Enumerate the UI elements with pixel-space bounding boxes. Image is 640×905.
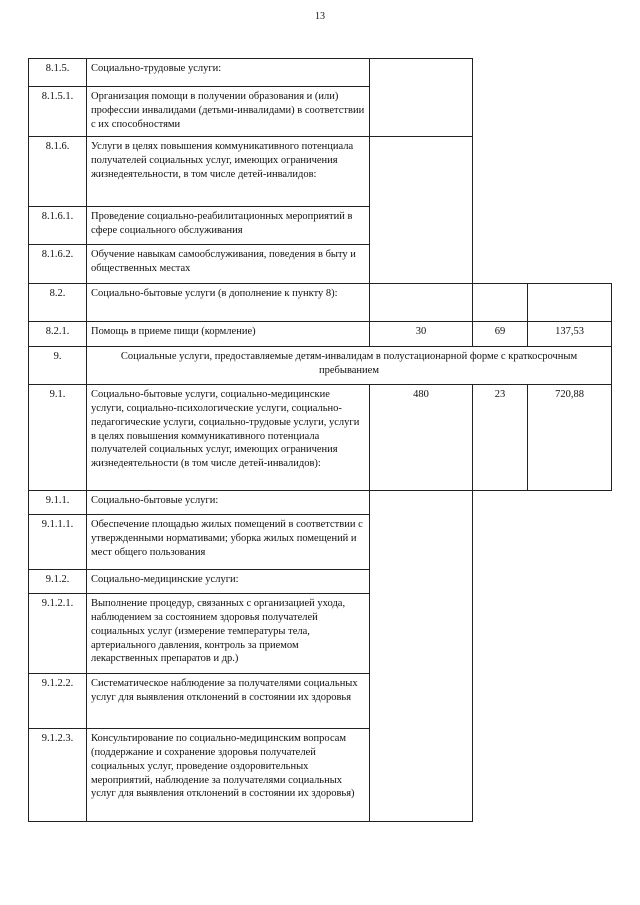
empty-cell — [370, 284, 473, 322]
row-number: 8.1.6.1. — [29, 207, 87, 245]
table-row — [29, 284, 612, 322]
empty-cell — [370, 59, 473, 137]
row-number: 8.2. — [29, 284, 87, 322]
row-description: Обеспечение площадью жилых помещений в соответствии с утвержденными нормативами; уборка жилых помещений и мест общего пользования — [87, 515, 370, 570]
empty-cell — [370, 491, 473, 822]
row-number: 9.1. — [29, 385, 87, 491]
row-number: 8.1.6.2. — [29, 245, 87, 284]
row-description: Обучение навыкам самообслуживания, поведения в быту и общественных местах — [87, 245, 370, 284]
table-row — [29, 385, 612, 491]
value-cell: 480 — [370, 385, 473, 491]
value-cell: 720,88 — [528, 385, 612, 491]
empty-cell — [473, 59, 612, 284]
table-row — [29, 322, 612, 347]
row-description: Социально-трудовые услуги: — [87, 59, 370, 87]
row-number: 8.1.5. — [29, 59, 87, 87]
row-description: Социально-бытовые услуги: — [87, 491, 370, 515]
row-number: 9.1.1. — [29, 491, 87, 515]
row-number: 8.2.1. — [29, 322, 87, 347]
row-description: Систематическое наблюдение за получателями социальных услуг для выявления отклонений в состоянии их здоровья — [87, 674, 370, 729]
row-description: Социально-медицинские услуги: — [87, 570, 370, 594]
value-cell: 23 — [473, 385, 528, 491]
row-number: 9.1.2. — [29, 570, 87, 594]
row-number: 9. — [29, 347, 87, 385]
empty-cell — [473, 491, 612, 822]
row-description: Организация помощи в получении образования и (или) профессии инвалидами (детьми-инвалидами) в соответствии с их способностями — [87, 87, 370, 137]
section-heading: Социальные услуги, предоставляемые детям-инвалидам в полустационарной форме с краткосрочным пребыванием — [87, 347, 612, 385]
value-cell: 30 — [370, 322, 473, 347]
value-cell: 137,53 — [528, 322, 612, 347]
row-description: Выполнение процедур, связанных с организацией ухода, наблюдением за состоянием здоровья получателей социальных услуг (измерение температуры тела, артериального давления, контроль за приемом лекарственных препаратов и др.) — [87, 594, 370, 674]
value-cell: 69 — [473, 322, 528, 347]
row-number: 8.1.5.1. — [29, 87, 87, 137]
services-table — [28, 58, 612, 822]
empty-cell — [473, 284, 528, 322]
row-description: Помощь в приеме пищи (кормление) — [87, 322, 370, 347]
row-description: Консультирование по социально-медицинским вопросам (поддержание и сохранение здоровья получателей социальных услуг, проведение оздоровительных мероприятий, наблюдение за получателями социальных услуг для выявления отклонений в состоянии их здоровья) — [87, 729, 370, 822]
empty-cell — [370, 137, 473, 284]
table-row — [29, 59, 612, 87]
page-number: 13 — [315, 11, 325, 22]
row-number: 8.1.6. — [29, 137, 87, 207]
empty-cell — [528, 284, 612, 322]
row-description: Проведение социально-реабилитационных мероприятий в сфере социального обслуживания — [87, 207, 370, 245]
row-description: Социально-бытовые услуги (в дополнение к пункту 8): — [87, 284, 370, 322]
row-number: 9.1.2.1. — [29, 594, 87, 674]
row-number: 9.1.2.2. — [29, 674, 87, 729]
table-row — [29, 347, 612, 385]
row-number: 9.1.1.1. — [29, 515, 87, 570]
table-row — [29, 491, 612, 515]
row-number: 9.1.2.3. — [29, 729, 87, 822]
row-description: Услуги в целях повышения коммуникативного потенциала получателей социальных услуг, имеющих ограничения жизнедеятельности, в том числе детей-инвалидов: — [87, 137, 370, 207]
row-description: Социально-бытовые услуги, социально-медицинские услуги, социально-психологические услуги, социально-педагогические услуги, социально-трудовые услуги, услуги в целях повышения коммуникативного потенциала получателей социальных услуг, имеющих ограничения жизнедеятельности (в том числе детей-инвалидов): — [87, 385, 370, 491]
